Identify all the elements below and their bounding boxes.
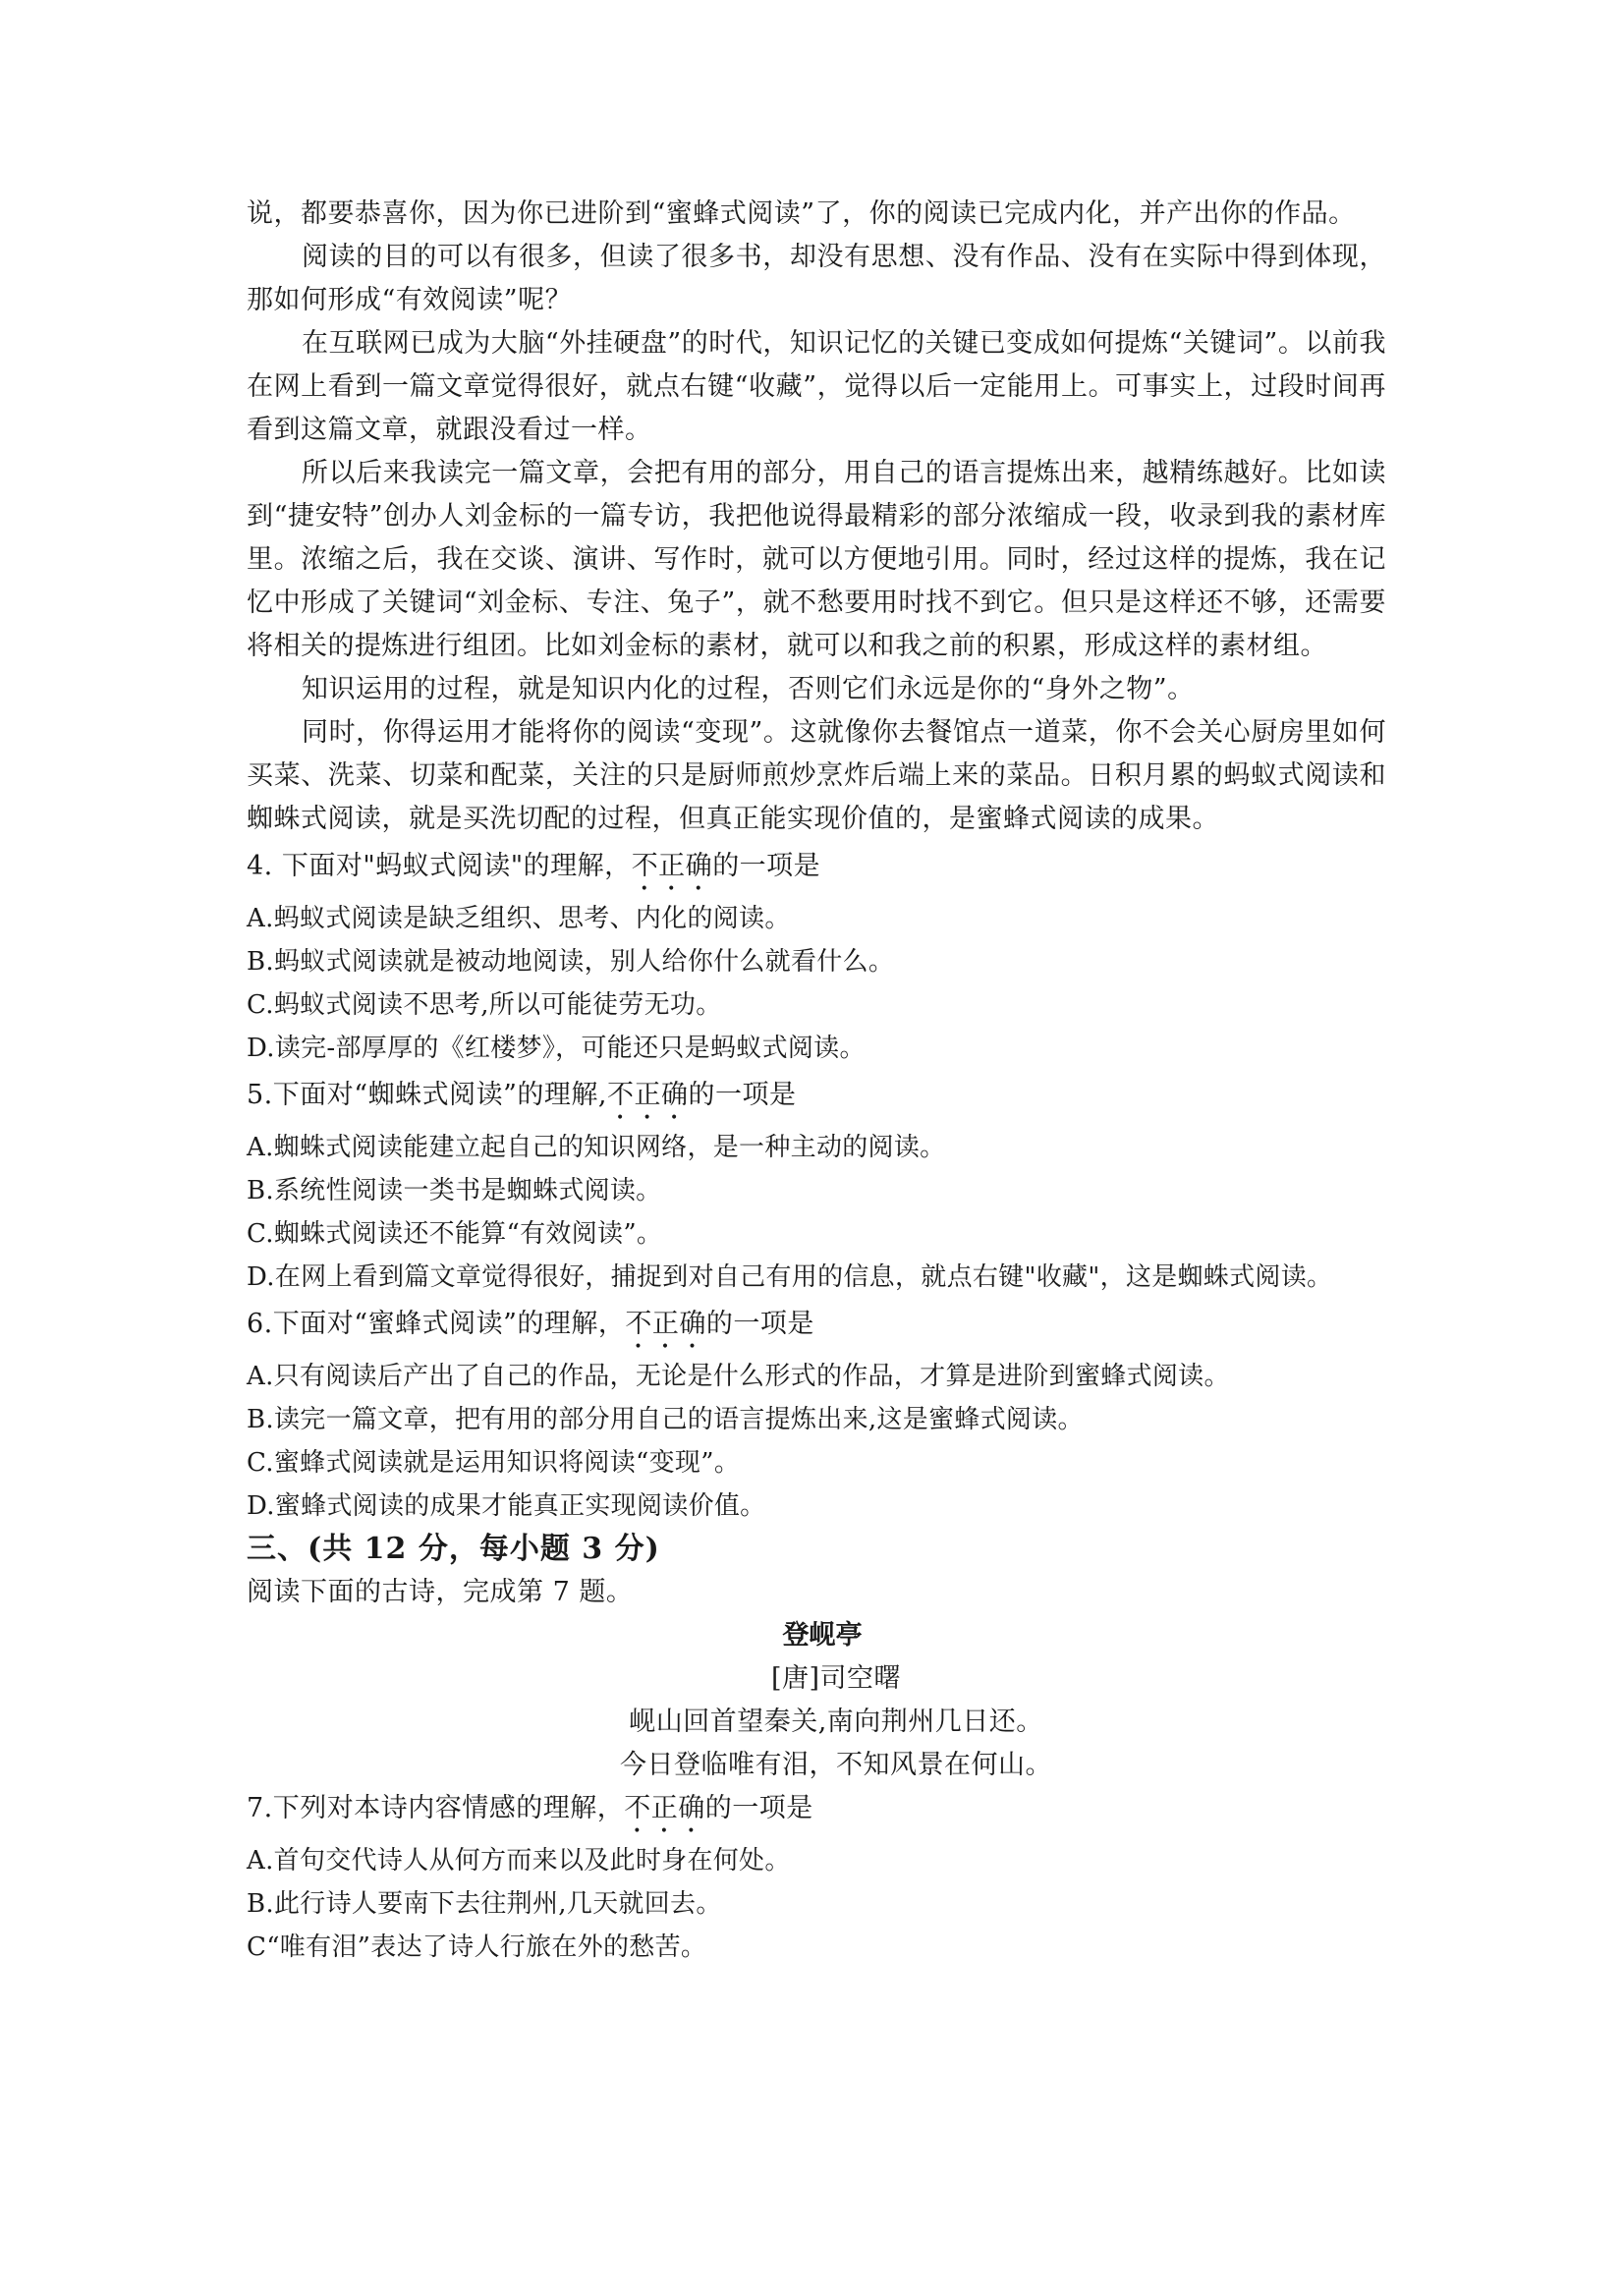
option-d: D.蜜蜂式阅读的成果才能真正实现阅读价值。 xyxy=(247,1491,766,1521)
option-b: B.系统性阅读一类书是蜘蛛式阅读。 xyxy=(247,1176,662,1205)
stem-text: 6.下面对“蜜蜂式阅读”的理解， xyxy=(247,1309,626,1339)
passage-paragraph-3: 在互联网已成为大脑“外挂硬盘”的时代，知识记忆的关键已变成如何提炼“关键词”。以前我在网上看到一篇文章觉得很好，就点右键“收藏”，觉得以后一定能用上。可事实上，过段时间再看到这篇文章，就跟没看过一样。 xyxy=(247,328,1386,445)
stem-text: 的一项是 xyxy=(705,1309,814,1339)
question-stem xyxy=(247,1787,1386,1839)
option-c: C.蜘蛛式阅读还不能算“有效阅读”。 xyxy=(247,1219,663,1249)
question-6 xyxy=(247,1303,1386,1528)
question-5 xyxy=(247,1074,1386,1299)
poem-author: [唐]司空曙 xyxy=(770,1663,902,1694)
option-b: B.蚂蚁式阅读就是被动地阅读，别人给你什么就看什么。 xyxy=(247,947,895,977)
option-c: C.蜜蜂式阅读就是运用知识将阅读“变现”。 xyxy=(247,1448,741,1478)
option-a: A.首句交代诗人从何方而来以及此时身在何处。 xyxy=(247,1846,791,1876)
passage-paragraph-4: 所以后来我读完一篇文章，会把有用的部分，用自己的语言提炼出来，越精练越好。比如读到“捷安特”创办人刘金标的一篇专访，我把他说得最精彩的部分浓缩成一段，收录到我的素材库里。浓缩之后，我在交谈、演讲、写作时，就可以方便地引用。同时，经过这样的提炼，我在记忆中形成了关键词“刘金标、专注、兔子”，就不愁要用时找不到它。但只是这样还不够，还需要将相关的提炼进行组团。比如刘金标的素材，就可以和我之前的积累，形成这样的素材组。 xyxy=(247,458,1386,661)
option-d: D.读完-部厚厚的《红楼梦》，可能还只是蚂蚁式阅读。 xyxy=(247,1034,866,1063)
question-stem xyxy=(247,1303,1386,1355)
option-a: A.只有阅读后产出了自己的作品，无论是什么形式的作品，才算是进阶到蜜蜂式阅读。 xyxy=(247,1362,1230,1391)
option-c: C.蚂蚁式阅读不思考,所以可能徒劳无功。 xyxy=(247,990,722,1020)
stem-text: 的一项是 xyxy=(688,1080,797,1110)
section-heading: 三、(共 12 分，每小题 3 分) xyxy=(247,1532,660,1566)
stem-text: 7.下列对本诗内容情感的理解， xyxy=(247,1793,625,1823)
stem-text: 的一项是 xyxy=(712,851,821,881)
stem-text: 4. 下面对"蚂蚁式阅读"的理解， xyxy=(247,851,632,881)
emphasis-text: 不正确 xyxy=(624,1793,705,1823)
option-a: A.蜘蛛式阅读能建立起自己的知识网络，是一种主动的阅读。 xyxy=(247,1133,946,1162)
passage-paragraph-1: 说，都要恭喜你，因为你已进阶到“蜜蜂式阅读”了，你的阅读已完成内化，并产出你的作品。 xyxy=(247,198,1356,229)
stem-text: 的一项是 xyxy=(704,1793,813,1823)
option-d: D.在网上看到篇文章觉得很好，捕捉到对自己有用的信息，就点右键"收藏"，这是蜘蛛式阅读。 xyxy=(247,1262,1333,1292)
emphasis-text: 不正确 xyxy=(625,1309,706,1339)
stem-text: 5.下面对“蜘蛛式阅读”的理解, xyxy=(247,1080,607,1110)
poem-line-1: 岘山回首望秦关,南向荆州几日还。 xyxy=(629,1707,1043,1737)
passage-paragraph-6: 同时，你得运用才能将你的阅读“变现”。这就像你去餐馆点一道菜，你不会关心厨房里如何买菜、洗菜、切菜和配菜，关注的只是厨师煎炒烹炸后端上来的菜品。日积月累的蚂蚁式阅读和蜘蛛式阅读，就是买洗切配的过程，但真正能实现价值的，是蜜蜂式阅读的成果。 xyxy=(247,717,1386,834)
poem-line-2: 今日登临唯有泪，不知风景在何山。 xyxy=(620,1750,1052,1780)
question-stem xyxy=(247,845,1386,897)
document-page xyxy=(247,193,1386,1969)
emphasis-text: 不正确 xyxy=(631,851,713,881)
option-a: A.蚂蚁式阅读是缺乏组织、思考、内化的阅读。 xyxy=(247,904,791,933)
passage-paragraph-2: 阅读的目的可以有很多，但读了很多书，却没有思想、没有作品、没有在实际中得到体现，那如何形成“有效阅读”呢？ xyxy=(247,242,1386,315)
poem xyxy=(247,1614,1386,1787)
question-stem xyxy=(247,1074,1386,1126)
emphasis-text: 不正确 xyxy=(606,1080,689,1110)
option-b: B.此行诗人要南下去往荆州,几天就回去。 xyxy=(247,1889,722,1919)
passage-paragraph-5: 知识运用的过程，就是知识内化的过程，否则它们永远是你的“身外之物”。 xyxy=(302,674,1195,704)
option-b: B.读完一篇文章，把有用的部分用自己的语言提炼出来,这是蜜蜂式阅读。 xyxy=(247,1405,1084,1434)
section-instruction: 阅读下面的古诗，完成第 7 题。 xyxy=(247,1577,634,1607)
question-4 xyxy=(247,845,1386,1070)
question-7 xyxy=(247,1787,1386,1969)
option-c: C“唯有泪”表达了诗人行旅在外的愁苦。 xyxy=(247,1932,707,1962)
poem-title: 登岘亭 xyxy=(782,1620,863,1651)
